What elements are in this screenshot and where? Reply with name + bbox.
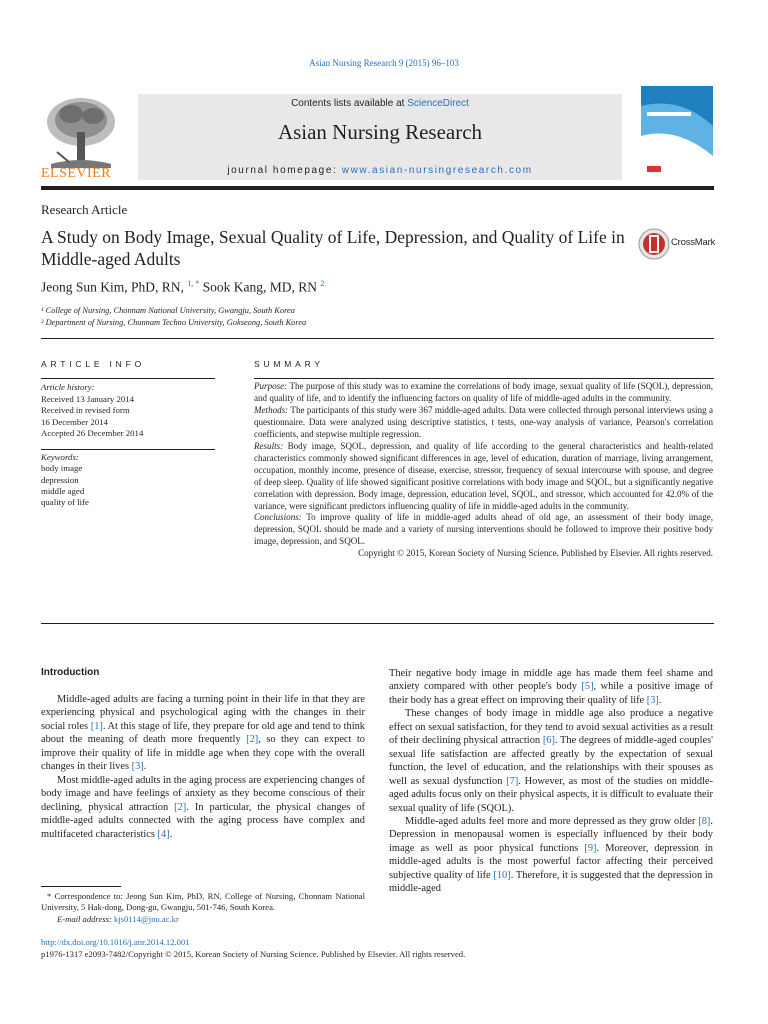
paragraph-text: . [658,694,662,706]
homepage-line [138,165,622,176]
right-column [389,667,713,896]
keywords-rule [41,449,215,450]
history-entry: 16 December 2014 [41,416,108,427]
doi-link[interactable]: http://dx.doi.org/10.1016/j.anr.2014.12.001 [41,937,190,947]
authors [41,279,324,296]
citation-link[interactable]: [7] [506,775,519,787]
homepage-prefix: journal homepage: [227,165,342,176]
journal-masthead [138,94,622,180]
summary-results [254,441,713,513]
paragraph [389,815,713,896]
citation-link[interactable]: [2] [246,734,259,746]
keyword: depression [41,474,79,485]
methods-label: Methods: [254,404,289,415]
citation-link[interactable]: [4] [157,828,170,840]
keywords-label: Keywords: [41,452,79,462]
crossmark-badge[interactable] [638,228,718,260]
paragraph-text: . The degrees of middle-aged couples' sexual life satisfaction are affected greatly by the expectation of sexual function, the level of education, and the relationships with their spouses as well as sexual dysfunction [389,735,714,787]
author-kang-affiliation-mark[interactable]: 2 [320,279,325,288]
keywords [41,452,89,508]
journal-citation[interactable]: Asian Nursing Research 9 (2015) 96–103 [309,58,459,68]
paragraph-text: . Therefore, it is suggested that the depression in middle-aged [389,869,713,895]
paragraph [389,667,713,707]
paragraph-text: . However, as most of the studies on middle-aged adults focus only on their physical aspects, it is difficult to evaluate their sexual quality of life (SQOL). [389,775,713,814]
paragraph-text: Middle-aged adults feel more and more depressed as they grow older [405,815,699,827]
paragraph-text: . Moreover, depression in middle-aged adults is the most powerful factor affecting their perceived subjective quality of life [389,842,713,881]
keyword: body image [41,463,83,474]
paragraph-text: . Depression in menopausal women is especially influenced by their body image as well as poor physical functions [389,815,713,854]
elsevier-logo [41,92,121,184]
footnote-rule [41,886,121,887]
results-label: Results: [254,440,284,451]
purpose-text: The purpose of this study was to examine the correlations of body image, sexual quality of life (SQOL), depression, and quality of life, and to identify the influencing factors on quality of life of middle-aged adults in the community. [254,381,713,403]
citation-link[interactable]: [9] [584,842,597,854]
paragraph-text: . [169,828,173,840]
paragraph-text: These changes of body image in middle age also produce a negative effect on sexual satisfaction, for they tend to avoid sexual activities as a result of their declining physical attraction [389,708,713,747]
conclusions-label: Conclusions: [254,512,302,523]
homepage-link[interactable]: www.asian-nursingresearch.com [341,165,533,176]
conclusions-text: To improve quality of life in middle-aged adults ahead of old age, an assessment of their body image, depression, SQOL should be made and a variety of nursing interventions should be followed to improve their positive body image, depression, and SQOL. [254,512,713,547]
history-label: Article history: [41,382,95,392]
paragraph-text: Most middle-aged adults in the aging process are experiencing changes of body image and have feelings of anxiety as they become conscious of their declining, physical attraction [41,774,365,813]
article-history [41,382,143,440]
paragraph [389,707,713,815]
crossmark-icon [638,228,670,260]
affiliation-2: ² Department of Nursing, Chunnam Techno University, Gokseong, South Korea [41,318,307,327]
summary-methods [254,405,713,441]
keyword: quality of life [41,497,89,508]
affiliation-1: ¹ College of Nursing, Chonnam National University, Gwangju, South Korea [41,306,295,315]
citation-link[interactable]: [6] [542,735,555,747]
introduction-heading: Introduction [41,667,100,678]
title-rule [41,338,714,339]
history-entry: Accepted 26 December 2014 [41,428,144,439]
journal-title: Asian Nursing Research [277,120,483,144]
email-line [41,914,365,925]
correspondence-footnote [41,891,365,925]
summary-bottom-rule [41,623,714,624]
purpose-label: Purpose: [254,381,288,391]
article-info-rule [41,378,215,379]
paragraph [41,693,365,774]
summary-heading: SUMMARY [254,359,324,369]
article-type: Research Article [41,202,128,217]
sciencedirect-link[interactable]: ScienceDirect [407,98,469,109]
author-kim: Jeong Sun Kim, PhD, RN, [41,279,184,295]
paragraph-text: . [143,761,147,773]
history-entry: Received in revised form [41,405,130,416]
paragraph [41,774,365,841]
summary-conclusions [254,512,713,548]
issn-copyright: p1976-1317 e2093-7482/Copyright © 2015, Korean Society of Nursing Science. Published by Elsevier. All rights reserved. [41,949,466,959]
journal-cover-icon [641,86,713,178]
paragraph-text: , so they can expect to improve their quality of life in middle age when they cope with the overall changes in their lives [41,734,365,773]
results-text: Body image, SQOL, depression, and quality of life according to the general characteristics and health-related characteristics commonly showed significant differences in age, level of education, duration of marriage, living arrangement, occupation, monthly income, presence of disease, exercise, stressor, frequency of sexual intercourse with spouse, and degree of deep sleep. Quality of life showed significant positive correlations with body image and SQOL, but a significantly negative correlation with depression. Body image, depression, education level, SQOL, and stressor, which accounted for 42.0% of the variance, were significant predictors influencing quality of life in middle-aged adults in the community. [254,440,714,511]
journal-cover-image [641,86,713,178]
citation-link[interactable]: [1] [90,720,103,732]
citation-link[interactable]: [3] [646,694,659,706]
email-link[interactable]: kjs0114@jnu.ac.kr [113,913,179,924]
crossmark-label: CrossMark [671,237,716,248]
summary-rule [254,378,714,379]
contents-prefix: Contents lists available at [291,98,408,109]
article-title: A Study on Body Image, Sexual Quality of Life, Depression, and Quality of Life in Middle-aged Adults [41,227,625,269]
paragraph-text: Their negative body image in middle age has made them feel shame and anxiety compared with other people's body [389,668,713,693]
citation-link[interactable]: [3] [131,761,144,773]
citation-link[interactable]: [2] [174,801,187,813]
contents-line [138,98,622,109]
citation-link[interactable]: [5] [581,681,594,693]
email-label: E-mail address: [57,913,114,924]
paragraph-text: . At this stage of life, they prepare for old age and tend to think about the meaning of death more frequently [41,720,365,746]
summary-copyright: Copyright © 2015, Korean Society of Nursing Science. Published by Elsevier. All rights reserved. [358,548,713,559]
article-info-heading: ARTICLE INFO [41,359,146,369]
history-entry: Received 13 January 2014 [41,393,135,404]
publisher-name: ELSEVIER [41,166,112,181]
summary [254,381,713,560]
paragraph-text: . In particular, the physical changes of middle-aged adults connected with the aging process have complex and multifaceted characteristics [41,801,365,840]
correspondence-text: * Correspondence to: Jeong Sun Kim, PhD, RN, College of Nursing, Chonnam National University, 5 Hak-dong, Dong-gu, Gwangju, 501-746, South Korea. [41,891,365,913]
header-rule [41,186,714,190]
paragraph-text: Middle-aged adults are facing a turning point in their life in that they are experiencing physical and psychological aging with the changes in their social roles [41,694,365,732]
keyword: middle aged [41,485,85,496]
author-kang: Sook Kang, MD, RN [202,279,318,295]
left-column [41,693,365,841]
citation-link[interactable]: [8] [698,815,711,827]
methods-text: The participants of this study were 367 middle-aged adults. Data were collected through personal interviews using a questionnaire. Data were analyzed using descriptive statistics, t tests, one-way analysis of variance, Pearson's correlation coefficients, and stepwise multiple regression. [254,404,713,439]
paragraph-text: , while a positive image of their body has a great effect on improving their quality of life [389,681,713,706]
summary-purpose [254,381,713,405]
citation-link[interactable]: [10] [493,869,511,881]
author-kim-affiliation-mark[interactable]: 1, * [187,279,200,288]
